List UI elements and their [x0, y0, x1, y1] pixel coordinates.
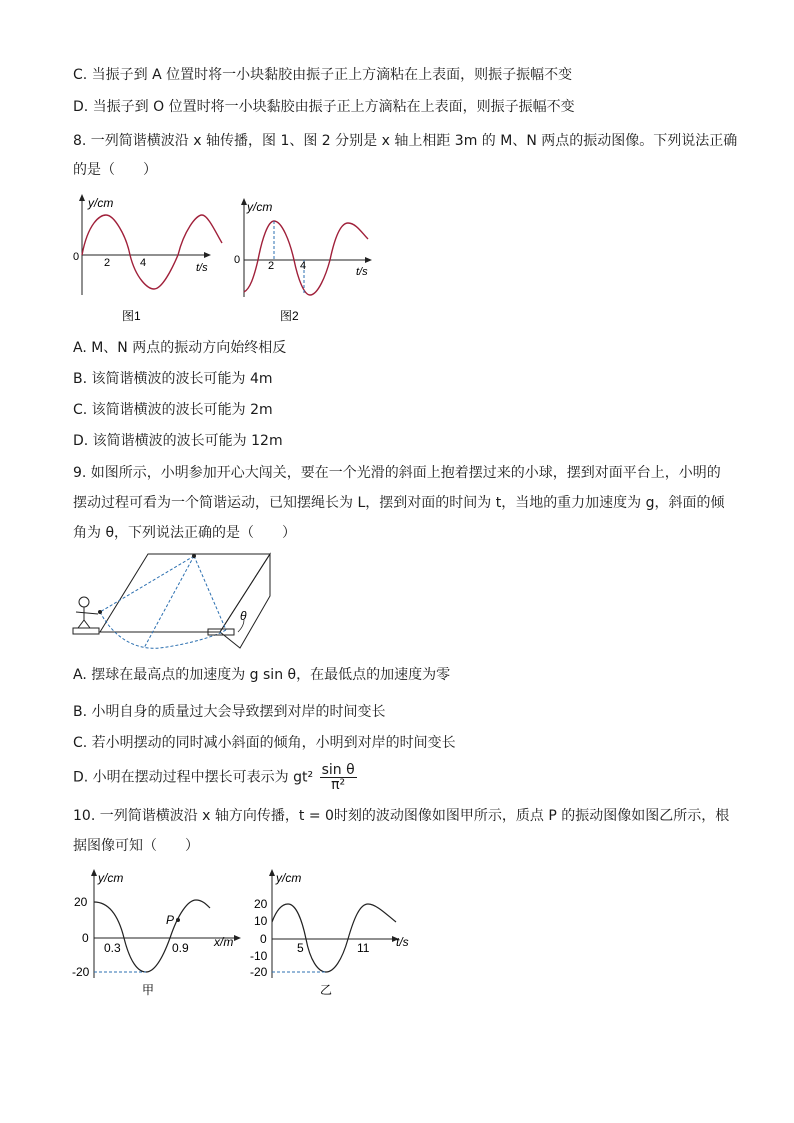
q9-stem-line2: 摆动过程可看为一个简谐运动，已知摆绳长为 L，摆到对面的时间为 t，当地的重力加速度为 g，斜面的倾: [73, 495, 725, 511]
q9-option-d-text: D. 小明在摆动过程中摆长可表示为 gt²: [73, 769, 314, 786]
q9-slope-figure: [70, 550, 280, 660]
fig2-sine-curve: [244, 221, 368, 295]
q9-option-d: [73, 763, 357, 792]
q7-option-d: D. 当振子到 O 位置时将一小块黏胶由振子正上方滴粘在上表面，则振子振幅不变: [73, 99, 575, 115]
jia-ylabel: y/cm: [98, 871, 124, 885]
q7-option-c: C. 当振子到 A 位置时将一小块黏胶由振子正上方滴粘在上表面，则振子振幅不变: [73, 67, 573, 83]
fraction-denominator: π²: [331, 777, 346, 793]
fig1-tick-4: 4: [140, 257, 147, 269]
jia-y-top: 20: [74, 895, 88, 909]
fig1-tick-2: 2: [104, 257, 111, 269]
q9-stem-line1: 9. 如图所示，小明参加开心大闯关，要在一个光滑的斜面上抱着摆过来的小球，摆到对面平台上，小明的: [73, 465, 721, 481]
yi-ym20: -20: [250, 965, 268, 979]
jia-tick-09: 0.9: [172, 941, 189, 955]
q9-option-a: A. 摆球在最高点的加速度为 g sin θ，在最低点的加速度为零: [73, 667, 451, 683]
stick-figure-icon: [76, 597, 98, 628]
yi-caption: 乙: [320, 983, 333, 997]
fig1-ylabel: y/cm: [88, 196, 114, 210]
yi-tick-5: 5: [297, 941, 304, 955]
fig2-xlabel: t/s: [356, 266, 368, 278]
yi-y0: 0: [260, 932, 267, 946]
yi-tick-11: 11: [357, 941, 370, 955]
fig2-tick-4: 4: [300, 260, 307, 272]
q10-figure-yi: [250, 866, 425, 1001]
angle-theta-label: θ: [240, 609, 247, 623]
yi-y10: 10: [254, 914, 268, 928]
yi-xlabel: t/s: [396, 935, 409, 949]
q8-figure-1: [70, 193, 220, 328]
q10-stem-line2: 据图像可知（ ）: [73, 838, 199, 854]
q8-stem-line2: 的是（ ）: [73, 162, 157, 178]
yi-ym10: -10: [250, 949, 268, 963]
jia-xlabel: x/m: [214, 935, 234, 949]
jia-y-bottom: -20: [72, 965, 90, 979]
q8-option-d: D. 该简谐横波的波长可能为 12m: [73, 433, 283, 449]
fig2-origin: 0: [234, 254, 241, 266]
fig1-sine-curve: [82, 215, 222, 289]
q8-option-a: A. M、N 两点的振动方向始终相反: [73, 340, 287, 356]
jia-tick-03: 0.3: [104, 941, 121, 955]
yi-ylabel: y/cm: [276, 871, 302, 885]
q8-figure-2: [232, 197, 382, 329]
yi-y20: 20: [254, 897, 268, 911]
q8-option-b: B. 该简谐横波的波长可能为 4m: [73, 371, 273, 387]
fig2-tick-2: 2: [268, 260, 275, 272]
jia-point-p: P: [166, 913, 175, 927]
fig1-origin: 0: [73, 251, 80, 263]
fig2-caption: 图2: [280, 309, 299, 323]
q9-option-d-fraction: [320, 763, 357, 792]
q9-option-b: B. 小明自身的质量过大会导致摆到对岸的时间变长: [73, 704, 386, 720]
q10-figure-jia: [70, 866, 250, 1001]
q8-option-c: C. 该简谐横波的波长可能为 2m: [73, 402, 273, 418]
q9-stem-line3: 角为 θ，下列说法正确的是（ ）: [73, 525, 297, 541]
jia-caption: 甲: [142, 983, 155, 997]
left-platform: [73, 628, 99, 634]
fraction-numerator: sin θ: [321, 762, 355, 778]
q10-stem-line1: 10. 一列简谐横波沿 x 轴方向传播，t = 0时刻的波动图像如图甲所示，质点 P 的振动图像如图乙所示，根: [73, 808, 730, 824]
fig1-caption: 图1: [122, 309, 141, 323]
jia-origin: 0: [82, 931, 89, 945]
q9-option-c: C. 若小明摆动的同时减小斜面的倾角，小明到对岸的时间变长: [73, 735, 456, 751]
fig1-xlabel: t/s: [196, 262, 208, 274]
fig2-ylabel: y/cm: [247, 200, 273, 214]
q8-stem-line1: 8. 一列简谐横波沿 x 轴传播，图 1、图 2 分别是 x 轴上相距 3m 的 M、N 两点的振动图像。下列说法正确: [73, 133, 738, 149]
